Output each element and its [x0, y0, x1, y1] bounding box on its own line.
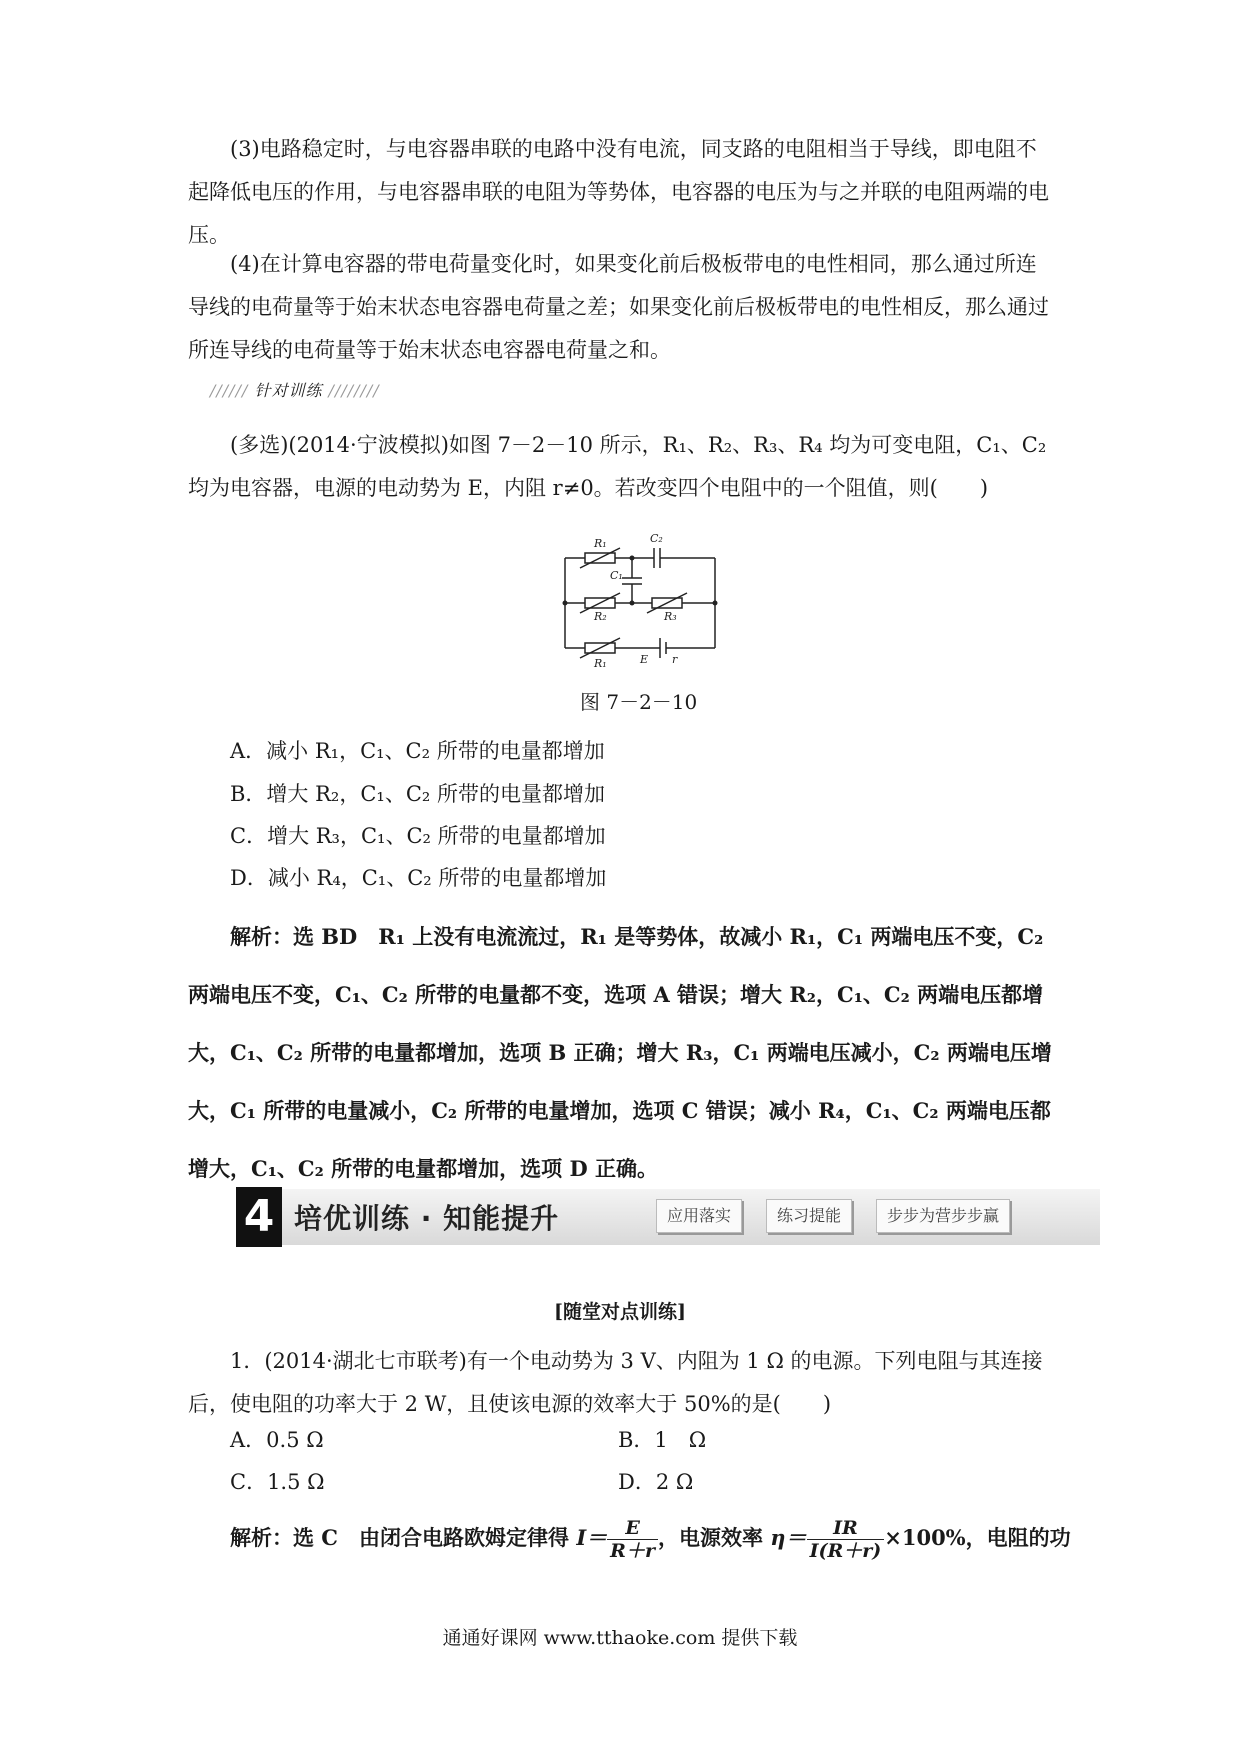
label-c2: C₂ [650, 532, 663, 545]
formula-eta-lhs: η＝ [770, 1525, 807, 1550]
q1-option-a: A．0.5 Ω [230, 1428, 324, 1452]
label-r4: R₁ [594, 657, 607, 668]
formula-eta-denominator: I(R＋r) [809, 1540, 882, 1562]
q1-analysis-prefix: 解析：选 C 由闭合电路欧姆定律得 [230, 1525, 577, 1550]
q1-option-c: C．1.5 Ω [230, 1470, 325, 1494]
q1-analysis [230, 1512, 1071, 1564]
q1-option-d: D．2 Ω [618, 1470, 694, 1494]
paragraph-4: (4)在计算电容器的带电荷量变化时，如果变化前后极板带电的电性相同，那么通过所连导线的电荷量等于始末状态电容器电荷量之差；如果变化前后极板带电的电性相反，那么通过所连导线的电荷量等于始末状态电容器电荷量之和。 [188, 252, 1049, 362]
formula-i-denominator: R＋r [610, 1540, 655, 1562]
label-r3: R₃ [664, 610, 677, 623]
banner-tag-practice: 练习提能 [766, 1199, 852, 1233]
label-r2: R₂ [594, 610, 607, 623]
figure-caption: 图 7－2－10 [580, 690, 698, 714]
page-footer: 通通好课网 www.tthaoke.com 提供下载 [442, 1627, 798, 1649]
question-1: 1．(2014·湖北七市联考)有一个电动势为 3 V、内阻为 1 Ω 的电源。下列电阻与其连接后，使电阻的功率大于 2 W，且使该电源的效率大于 50%的是( ) [188, 1349, 1043, 1416]
formula-i-lhs: I＝ [576, 1525, 608, 1550]
q1-option-b: B．1 Ω [618, 1428, 707, 1452]
banner-title: 培优训练 · 知能提升 [294, 1202, 560, 1235]
training-header [210, 378, 380, 401]
banner-number: 4 [236, 1187, 282, 1247]
label-c1: C₁ [610, 569, 623, 582]
formula-i-fraction [607, 1517, 658, 1562]
circuit-diagram [560, 528, 720, 668]
label-r1: R₁ [594, 537, 607, 550]
banner-tag-apply: 应用落实 [656, 1199, 742, 1233]
q0-option-a: A．减小 R₁，C₁、C₂ 所带的电量都增加 [230, 739, 605, 763]
label-internal-r: r [672, 653, 678, 666]
paragraph-3: (3)电路稳定时，与电容器串联的电路中没有电流，同支路的电阻相当于导线，即电阻不起降低电压的作用，与电容器串联的电阻为等势体，电容器的电压为与之并联的电阻两端的电压。 [188, 137, 1049, 247]
label-e: E [640, 653, 649, 666]
q0-option-b: B．增大 R₂，C₁、C₂ 所带的电量都增加 [230, 782, 605, 806]
q1-analysis-tail: ×100%，电阻的功 [884, 1525, 1071, 1550]
decor-bars-right: //////// [328, 381, 380, 400]
decor-bars-left: ////// [210, 381, 249, 400]
training-header-label: 针对训练 [254, 381, 323, 400]
formula-i-numerator: E [607, 1517, 658, 1540]
q0-analysis: 解析：选 BD R₁ 上没有电流流过，R₁ 是等势体，故减小 R₁，C₁ 两端电压不变，C₂ 两端电压不变，C₁、C₂ 所带的电量都不变，选项 A 错误；增大 R₂，C₁、C₂ 两端电压都增大，C₁、C₂ 所带的电量都增加，选项 B 正确；增大 R₃，C₁ 两端电压减小，C₂ 两端电压增大，C₁ 所带的电量减小，C₂ 所带的电量增加，选项 C 错误；减小 R₄，C₁、C₂ 两端电压都增大，C₁、C₂ 所带的电量都增加，选项 D 正确。 [188, 924, 1052, 1181]
q0-option-c: C．增大 R₃，C₁、C₂ 所带的电量都增加 [230, 824, 606, 848]
formula-eta-fraction [807, 1517, 885, 1562]
question-0: (多选)(2014·宁波模拟)如图 7－2－10 所示，R₁、R₂、R₃、R₄ 均为可变电阻，C₁、C₂ 均为电容器，电源的电动势为 E，内阻 r≠0。若改变四个电阻中的一个阻值，则( ) [188, 433, 1047, 500]
q0-option-d: D．减小 R₄，C₁、C₂ 所带的电量都增加 [230, 866, 607, 890]
formula-eta-numerator: IR [807, 1517, 885, 1540]
section-banner [236, 1189, 1100, 1245]
banner-tag-steps: 步步为营步步赢 [876, 1199, 1010, 1233]
q1-analysis-mid: ，电源效率 [657, 1525, 771, 1550]
section-title: [随堂对点训练] [554, 1301, 686, 1323]
